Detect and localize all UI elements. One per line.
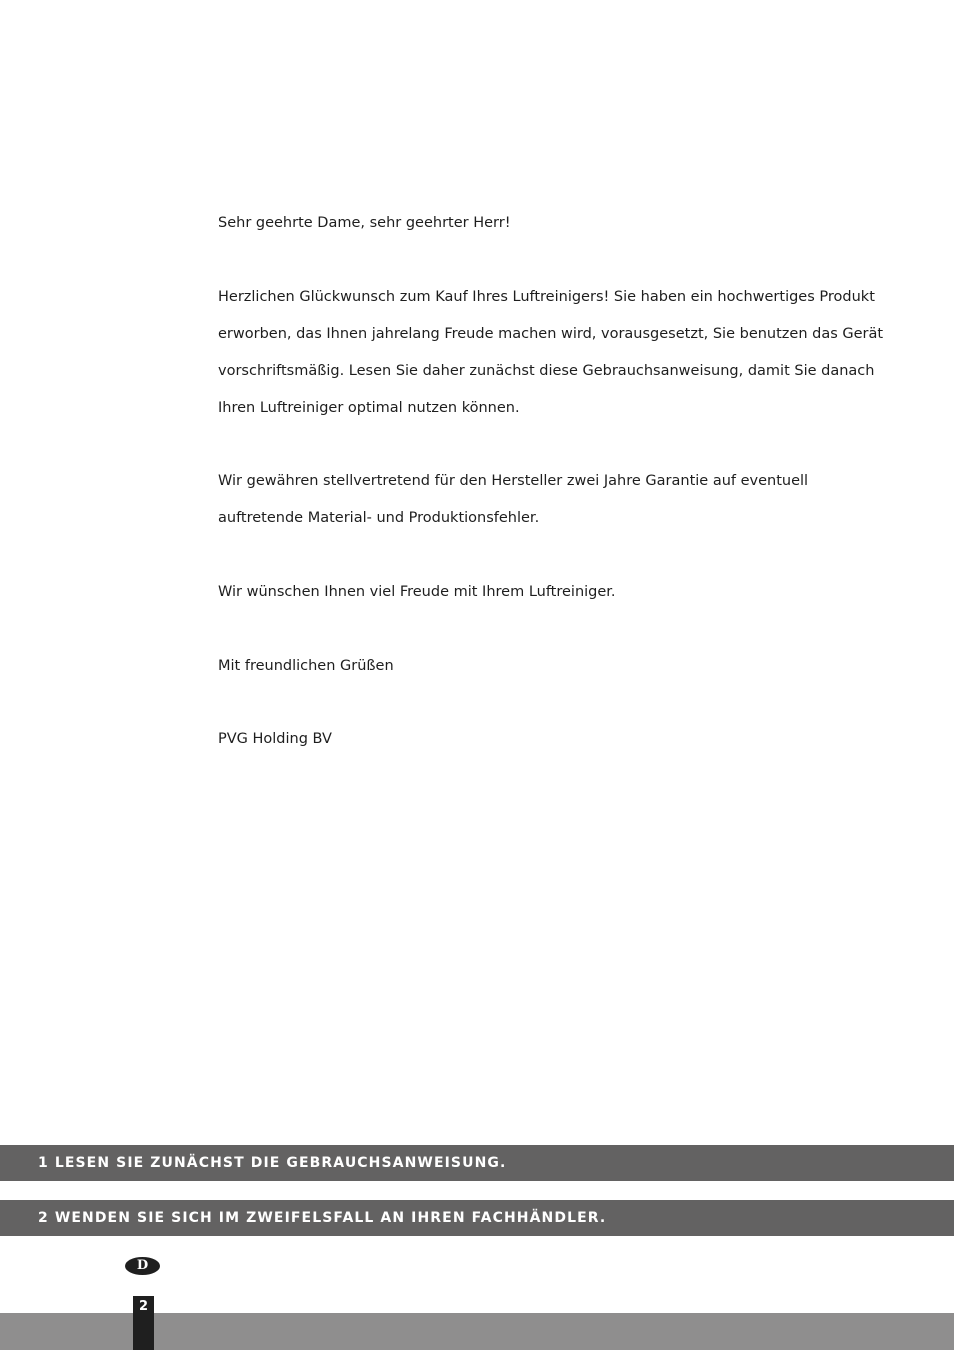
- paragraph-2-line-2: auftretende Material- und Produktionsfehler.: [218, 510, 540, 526]
- language-badge: D: [125, 1257, 160, 1275]
- page-number: 2: [133, 1296, 154, 1350]
- paragraph-3: Wir wünschen Ihnen viel Freude mit Ihrem Luftreiniger.: [218, 584, 616, 600]
- signature: PVG Holding BV: [218, 731, 332, 747]
- closing: Mit freundlichen Grüßen: [218, 658, 394, 674]
- paragraph-2-line-1: Wir gewähren stellvertretend für den Hersteller zwei Jahre Garantie auf eventuell: [218, 473, 809, 489]
- instruction-bar-1: 1 LESEN SIE ZUNÄCHST DIE GEBRAUCHSANWEISUNG.: [0, 1145, 954, 1181]
- paragraph-1-line-1: Herzlichen Glückwunsch zum Kauf Ihres Luftreinigers! Sie haben ein hochwertiges Produkt: [218, 289, 875, 305]
- salutation: Sehr geehrte Dame, sehr geehrter Herr!: [218, 215, 511, 231]
- paragraph-1-line-3: vorschriftsmäßig. Lesen Sie daher zunächst diese Gebrauchsanweisung, damit Sie danach: [218, 363, 875, 379]
- paragraph-1-line-4: Ihren Luftreiniger optimal nutzen können.: [218, 400, 520, 416]
- instruction-bar-2: 2 WENDEN SIE SICH IM ZWEIFELSFALL AN IHREN FACHHÄNDLER.: [0, 1200, 954, 1236]
- paragraph-1-line-2: erworben, das Ihnen jahrelang Freude machen wird, vorausgesetzt, Sie benutzen das Gerät: [218, 326, 884, 342]
